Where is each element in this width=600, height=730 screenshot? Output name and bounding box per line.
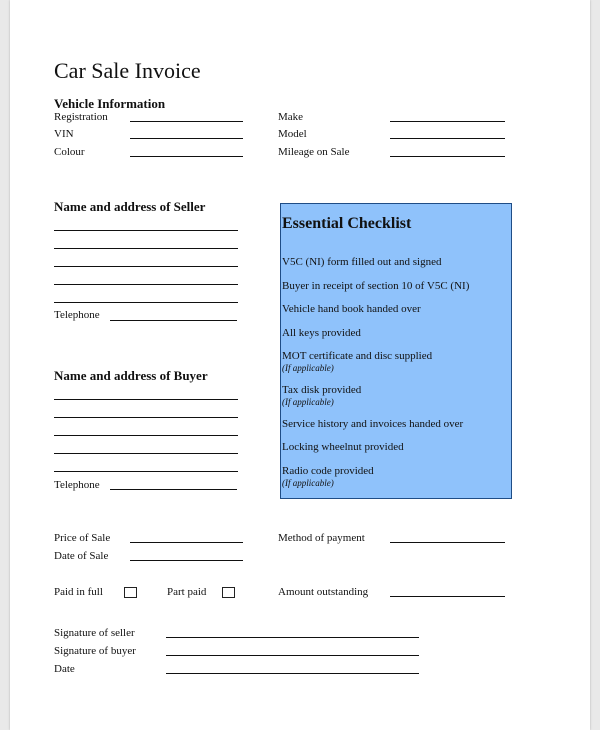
seller-address-line-2[interactable] xyxy=(54,248,238,249)
colour-label: Colour xyxy=(54,146,85,158)
paid-in-full-checkbox[interactable] xyxy=(124,587,137,598)
seller-signature-field[interactable] xyxy=(166,637,419,638)
amount-outstanding-label: Amount outstanding xyxy=(278,586,369,598)
checklist-note: (If applicable) xyxy=(282,397,334,407)
registration-label: Registration xyxy=(54,111,108,123)
seller-telephone-field[interactable] xyxy=(110,320,237,321)
date-label: Date xyxy=(54,663,75,675)
make-label: Make xyxy=(278,111,304,123)
buyer-address-line-1[interactable] xyxy=(54,399,238,400)
vin-label: VIN xyxy=(54,128,74,140)
buyer-telephone-field[interactable] xyxy=(110,489,237,490)
date-of-sale-label: Date of Sale xyxy=(54,550,109,562)
part-paid-checkbox[interactable] xyxy=(222,587,235,598)
model-field[interactable] xyxy=(390,138,505,139)
checklist-item: Buyer in receipt of section 10 of V5C (NI) xyxy=(282,280,470,292)
checklist-item: Vehicle hand book handed over xyxy=(282,303,421,315)
buyer-address-line-3[interactable] xyxy=(54,435,238,436)
checklist-item: Service history and invoices handed over xyxy=(282,418,464,430)
seller-address-line-4[interactable] xyxy=(54,284,238,285)
seller-telephone-label: Telephone xyxy=(54,309,100,321)
seller-address-line-1[interactable] xyxy=(54,230,238,231)
price-of-sale-field[interactable] xyxy=(130,542,243,543)
checklist-item: Radio code provided xyxy=(282,465,374,477)
colour-field[interactable] xyxy=(130,156,243,157)
date-of-sale-field[interactable] xyxy=(130,560,243,561)
seller-address-line-5[interactable] xyxy=(54,302,238,303)
essential-checklist xyxy=(280,203,512,499)
page-title: Car Sale Invoice xyxy=(54,58,201,83)
checklist-item: All keys provided xyxy=(282,327,361,339)
seller-address-line-3[interactable] xyxy=(54,266,238,267)
checklist-item: Locking wheelnut provided xyxy=(282,441,404,453)
registration-field[interactable] xyxy=(130,121,243,122)
buyer-address-line-5[interactable] xyxy=(54,471,238,472)
method-of-payment-label: Method of payment xyxy=(278,532,365,544)
checklist-item: Tax disk provided xyxy=(282,384,362,396)
seller-heading: Name and address of Seller xyxy=(54,199,206,214)
buyer-address-line-4[interactable] xyxy=(54,453,238,454)
buyer-heading: Name and address of Buyer xyxy=(54,368,208,383)
mileage-field[interactable] xyxy=(390,156,505,157)
checklist-note: (If applicable) xyxy=(282,363,334,373)
model-label: Model xyxy=(278,128,307,140)
price-of-sale-label: Price of Sale xyxy=(54,532,111,544)
invoice-page xyxy=(10,0,590,730)
buyer-address-line-2[interactable] xyxy=(54,417,238,418)
buyer-signature-label: Signature of buyer xyxy=(54,645,136,657)
vehicle-info-heading: Vehicle Information xyxy=(54,96,166,111)
vin-field[interactable] xyxy=(130,138,243,139)
checklist-note: (If applicable) xyxy=(282,478,334,488)
part-paid-label: Part paid xyxy=(167,586,207,598)
method-of-payment-field[interactable] xyxy=(390,542,505,543)
checklist-item: V5C (NI) form filled out and signed xyxy=(282,256,442,268)
checklist-item: MOT certificate and disc supplied xyxy=(282,350,433,362)
make-field[interactable] xyxy=(390,121,505,122)
buyer-signature-field[interactable] xyxy=(166,655,419,656)
amount-outstanding-field[interactable] xyxy=(390,596,505,597)
paid-in-full-label: Paid in full xyxy=(54,586,103,598)
checklist-title: Essential Checklist xyxy=(282,215,412,232)
buyer-telephone-label: Telephone xyxy=(54,479,100,491)
seller-signature-label: Signature of seller xyxy=(54,627,135,639)
date-field[interactable] xyxy=(166,673,419,674)
mileage-label: Mileage on Sale xyxy=(278,146,350,158)
